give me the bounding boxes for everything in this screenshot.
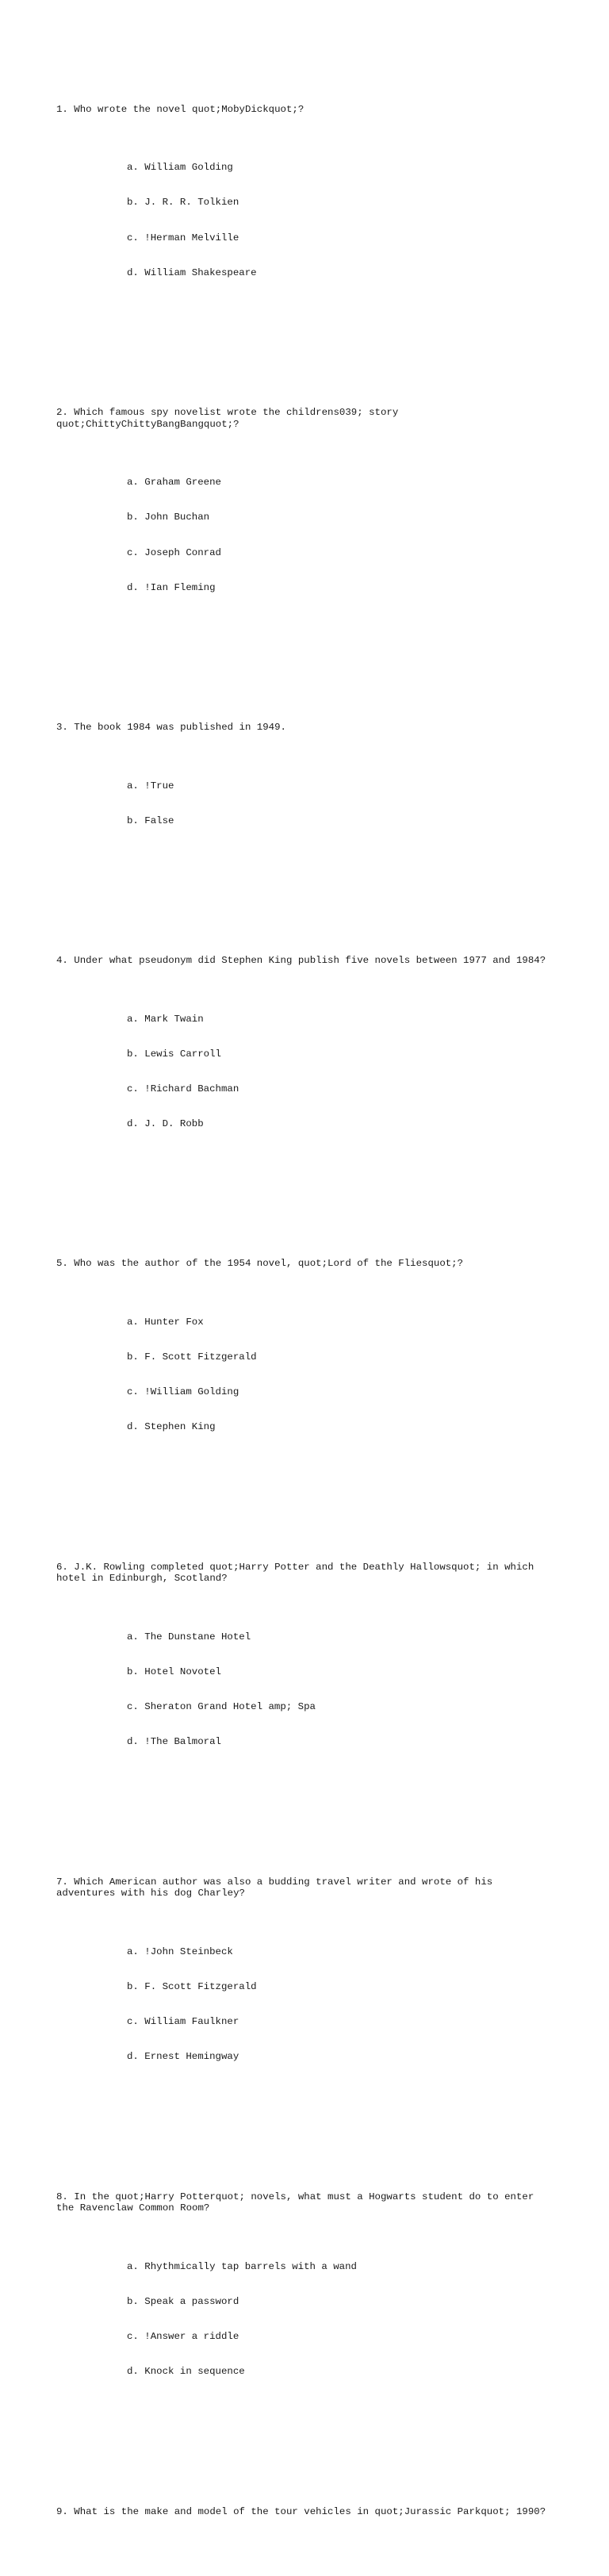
answer-option: a. Mark Twain — [127, 1013, 204, 1025]
question-text: 2. Which famous spy novelist wrote the childrens039; story quot;ChittyChittyBangBangquot;? — [56, 407, 399, 430]
question-text: 5. Who was the author of the 1954 novel, quot;Lord of the Fliesquot;? — [56, 1258, 464, 1270]
answer-options — [56, 1608, 580, 1771]
answer-option: a. William Golding — [127, 162, 233, 174]
answer-option: c. !Answer a riddle — [127, 2331, 239, 2342]
answer-options — [56, 2237, 580, 2401]
answer-option: c. !Richard Bachman — [127, 1083, 239, 1094]
question-text: 9. What is the make and model of the tour vehicles in quot;Jurassic Parkquot; 1990? — [56, 2505, 546, 2517]
question-2 — [56, 384, 580, 640]
answer-option: a. !True — [127, 780, 174, 792]
question-1 — [56, 80, 580, 325]
question-text: 8. In the quot;Harry Potterquot; novels, what must a Hogwarts student do to enter the Ravenclaw Common Room? — [56, 2191, 534, 2214]
question-5 — [56, 1235, 580, 1480]
answer-options — [56, 139, 580, 302]
question-4 — [56, 932, 580, 1177]
answer-option: a. Hunter Fox — [127, 1316, 204, 1328]
answer-option: c. !William Golding — [127, 1386, 239, 1398]
answer-options — [56, 757, 580, 850]
question-text: 1. Who wrote the novel quot;MobyDickquot;? — [56, 103, 304, 115]
answer-option: c. !Herman Melville — [127, 232, 239, 243]
answer-option: d. Ernest Hemingway — [127, 2051, 239, 2063]
answer-options — [56, 990, 580, 1153]
quiz-document — [56, 57, 580, 2576]
question-text: 6. J.K. Rowling completed quot;Harry Potter and the Deathly Hallowsquot; in which hotel in Edinburgh, Scotland? — [56, 1561, 534, 1585]
question-8 — [56, 2168, 580, 2424]
answer-option: d. Knock in sequence — [127, 2366, 245, 2378]
answer-option: b. F. Scott Fitzgerald — [127, 1351, 257, 1363]
answer-option: b. False — [127, 815, 174, 826]
answer-option: a. Graham Greene — [127, 477, 221, 489]
question-9 — [56, 2482, 580, 2541]
answer-option: b. John Buchan — [127, 512, 210, 523]
question-text: 7. Which American author was also a budding travel writer and wrote of his adventures with his dog Charley? — [56, 1876, 493, 1899]
answer-option: b. F. Scott Fitzgerald — [127, 1980, 257, 1992]
answer-options — [56, 454, 580, 617]
question-6 — [56, 1538, 580, 1794]
answer-option: c. Joseph Conrad — [127, 546, 221, 558]
answer-option: b. J. R. R. Tolkien — [127, 197, 239, 209]
answer-option: a. !John Steinbeck — [127, 1945, 233, 1957]
answer-options — [56, 1922, 580, 2086]
question-text: 4. Under what pseudonym did Stephen King publish five novels between 1977 and 1984? — [56, 955, 546, 967]
answer-option: b. Lewis Carroll — [127, 1048, 221, 1060]
answer-option: d. William Shakespeare — [127, 266, 257, 278]
answer-option: a. Rhythmically tap barrels with a wand — [127, 2260, 357, 2272]
answer-options — [56, 1293, 580, 1456]
answer-option: b. Hotel Novotel — [127, 1666, 221, 1677]
answer-option: c. Sheraton Grand Hotel amp; Spa — [127, 1701, 316, 1713]
question-7 — [56, 1853, 580, 2109]
answer-option: d. !The Balmoral — [127, 1736, 221, 1748]
answer-option: d. Stephen King — [127, 1421, 216, 1433]
question-3 — [56, 699, 580, 874]
answer-option: c. William Faulkner — [127, 2016, 239, 2028]
answer-option: d. J. D. Robb — [127, 1117, 204, 1129]
question-text: 3. The book 1984 was published in 1949. — [56, 722, 286, 734]
answer-option: a. The Dunstane Hotel — [127, 1631, 251, 1643]
answer-option: b. Speak a password — [127, 2295, 239, 2307]
answer-option: d. !Ian Fleming — [127, 581, 216, 593]
